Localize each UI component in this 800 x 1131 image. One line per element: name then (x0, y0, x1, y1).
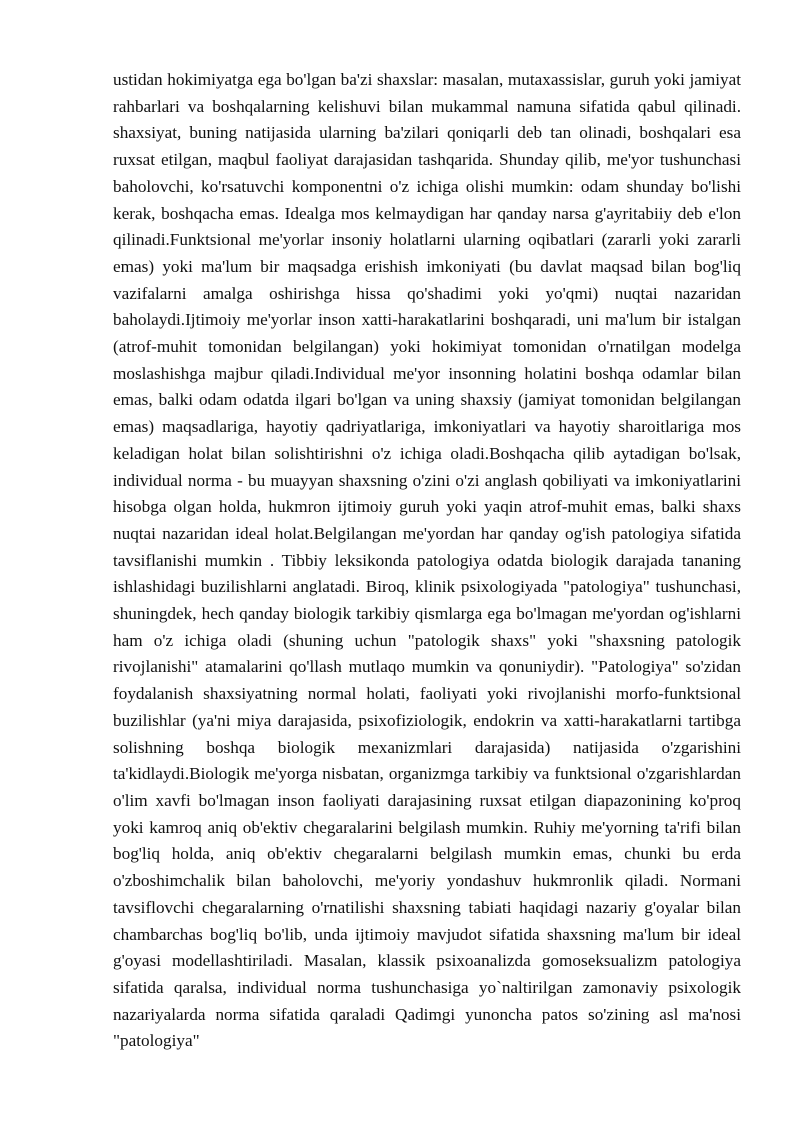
body-paragraph: ustidan hokimiyatga ega bo'lgan ba'zi shaxslar: masalan, mutaxassislar, guruh yoki jamiyat rahbarlari va boshqalarning kelishuvi bilan mukammal namuna sifatida qabul qilinadi. shaxsiyat, buning natijasida ularning ba'zilari qoniqarli deb tan olinadi, boshqalari esa ruxsat etilgan, maqbul faoliyat darajasidan tashqarida. Shunday qilib, me'yor tushunchasi baholovchi, ko'rsatuvchi komponentni o'z ichiga olishi mumkin: odam shunday bo'lishi kerak, boshqacha emas. Idealga mos kelmaydigan har qanday narsa g'ayritabiiy deb e'lon qilinadi.Funktsional me'yorlar insoniy holatlarni ularning oqibatlari (zararli yoki zararli emas) yoki ma'lum bir maqsadga erishish imkoniyati (bu davlat maqsad bilan bog'liq vazifalarni amalga oshirishga hissa qo'shadimi yoki yo'qmi) nuqtai nazaridan baholaydi.Ijtimoiy me'yorlar inson xatti-harakatlarini boshqaradi, uni ma'lum bir istalgan (atrof-muhit tomonidan belgilangan) yoki hokimiyat tomonidan o'rnatilgan modelga moslashishga majbur qiladi.Individual me'yor insonning holatini boshqa odamlar bilan emas, balki odam odatda ilgari bo'lgan va uning shaxsiy (jamiyat tomonidan belgilangan emas) maqsadlariga, hayotiy qadriyatlariga, imkoniyatlari va hayotiy sharoitlariga mos keladigan holat bilan solishtirishni o'z ichiga oladi.Boshqacha qilib aytadigan bo'lsak, individual norma - bu muayyan shaxsning o'zini o'zi anglash qobiliyati va imkoniyatlarini hisobga olgan holda, hukmron ijtimoiy guruh yoki yaqin atrof-muhit emas, balki shaxs nuqtai nazaridan ideal holat.Belgilangan me'yordan har qanday og'ish patologiya sifatida tavsiflanishi mumkin . Tibbiy leksikonda patologiya odatda biologik darajada tananing ishlashidagi buzilishlarni anglatadi. Biroq, klinik psixologiyada "patologiya" tushunchasi, shuningdek, hech qanday biologik tarkibiy qismlarga ega bo'lmagan me'yordan og'ishlarni ham o'z ichiga oladi (shuning uchun "patologik shaxs" yoki "shaxsning patologik rivojlanishi" atamalarini qo'llash mutlaqo mumkin va qonuniydir). "Patologiya" so'zidan foydalanish shaxsiyatning normal holati, faoliyati yoki rivojlanishi morfo-funktsional buzilishlar (ya'ni miya darajasida, psixofiziologik, endokrin va xatti-harakatlarni tartibga solishning boshqa biologik mexanizmlari darajasida) natijasida o'zgarishini ta'kidlaydi.Biologik me'yorga nisbatan, organizmga tarkibiy va funktsional o'zgarishlardan o'lim xavfi bo'lmagan inson faoliyati darajasining ruxsat etilgan diapazonining ko'proq yoki kamroq aniq ob'ektiv chegaralarini belgilash mumkin. Ruhiy me'yorning ta'rifi bilan bog'liq holda, aniq ob'ektiv chegaralarni belgilash mumkin emas, chunki bu erda o'zboshimchalik bilan baholovchi, me'yoriy yondashuv hukmronlik qiladi. Normani tavsiflovchi chegaralarning o'rnatilishi shaxsning tabiati haqidagi nazariy g'oyalar bilan chambarchas bog'liq bo'lib, unda ijtimoiy mavjudot sifatida shaxsning ma'lum bir ideal g'oyasi modellashtiriladi. Masalan, klassik psixoanalizda gomoseksualizm patologiya sifatida qaralsa, individual norma tushunchasiga yo`naltirilgan zamonaviy psixologik nazariyalarda norma sifatida qaraladi Qadimgi yunoncha patos so'zining asl ma'nosi "patologiya" (113, 70, 741, 1051)
